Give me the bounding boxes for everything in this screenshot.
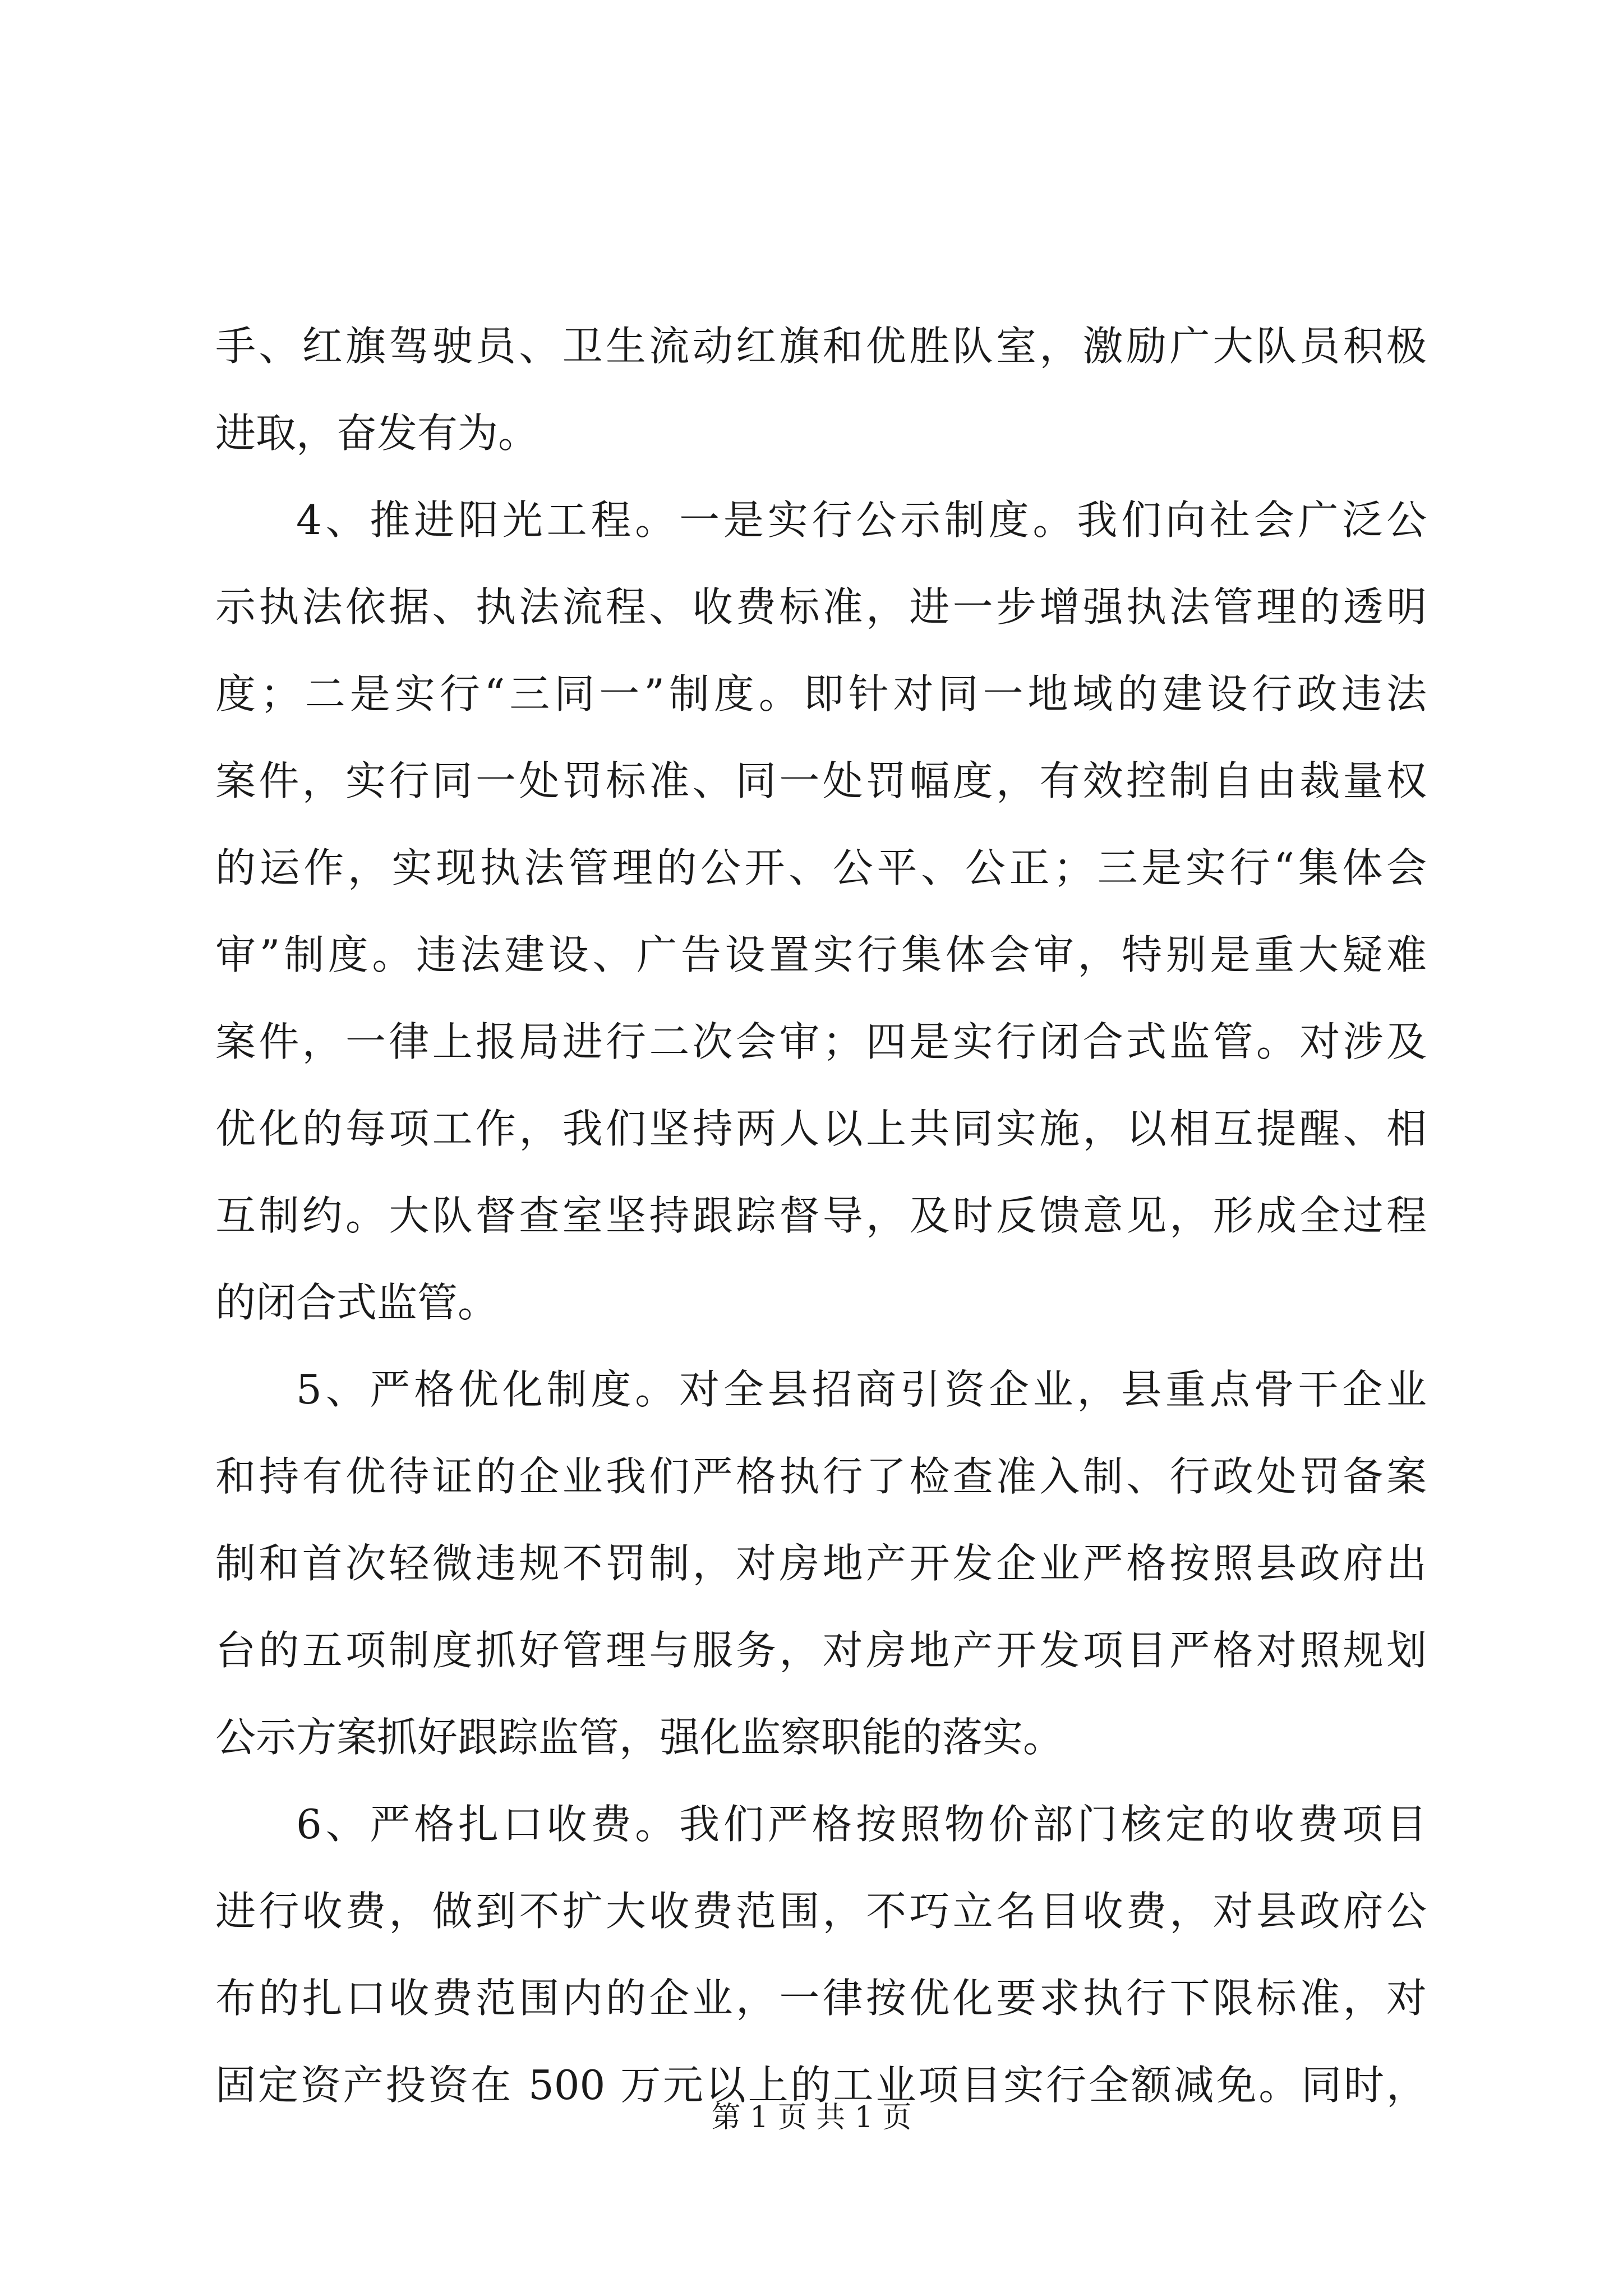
- text-line: 4、推进阳光工程。一是实行公示制度。我们向社会广泛公: [296, 496, 1427, 544]
- text-line: 制和首次轻微违规不罚制，对房地产开发企业严格按照县政府出: [215, 1540, 1427, 1587]
- text-line: 6、严格扎口收费。我们严格按照物价部门核定的收费项目: [296, 1801, 1427, 1848]
- text-line: 的闭合式监管。: [215, 1279, 499, 1326]
- text-line: 审”制度。违法建设、广告设置实行集体会审，特别是重大疑难: [215, 931, 1427, 978]
- text-line: 度；二是实行“三同一”制度。即针对同一地域的建设行政违法: [215, 670, 1427, 717]
- text-line: 布的扎口收费范围内的企业，一律按优化要求执行下限标准，对: [215, 1975, 1427, 2022]
- text-line: 案件，一律上报局进行二次会审；四是实行闭合式监管。对涉及: [215, 1018, 1427, 1065]
- text-line: 示执法依据、执法流程、收费标准，进一步增强执法管理的透明: [215, 583, 1427, 631]
- text-line: 公示方案抓好跟踪监管，强化监察职能的落实。: [215, 1714, 1064, 1761]
- text-line: 和持有优待证的企业我们严格执行了检查准入制、行政处罚备案: [215, 1453, 1427, 1500]
- text-line: 固定资产投资在 500 万元以上的工业项目实行全额减免。同时，: [215, 2062, 1427, 2109]
- text-line: 互制约。大队督查室坚持跟踪督导，及时反馈意见，形成全过程: [215, 1192, 1427, 1239]
- text-line: 的运作，实现执法管理的公开、公平、公正；三是实行“集体会: [215, 844, 1427, 891]
- page-number-footer: 第 1 页 共 1 页: [711, 2101, 912, 2134]
- text-line: 手、红旗驾驶员、卫生流动红旗和优胜队室，激励广大队员积极: [215, 323, 1427, 370]
- text-line: 案件，实行同一处罚标准、同一处罚幅度，有效控制自由裁量权: [215, 757, 1427, 804]
- text-line: 5、严格优化制度。对全县招商引资企业，县重点骨干企业: [296, 1366, 1427, 1413]
- body-text: [215, 303, 1427, 2129]
- text-line: 台的五项制度抓好管理与服务，对房地产开发项目严格对照规划: [215, 1627, 1427, 1674]
- text-line: 进行收费，做到不扩大收费范围，不巧立名目收费，对县政府公: [215, 1888, 1427, 1935]
- text-line: 进取，奋发有为。: [215, 409, 539, 457]
- text-line: 优化的每项工作，我们坚持两人以上共同实施，以相互提醒、相: [215, 1105, 1427, 1152]
